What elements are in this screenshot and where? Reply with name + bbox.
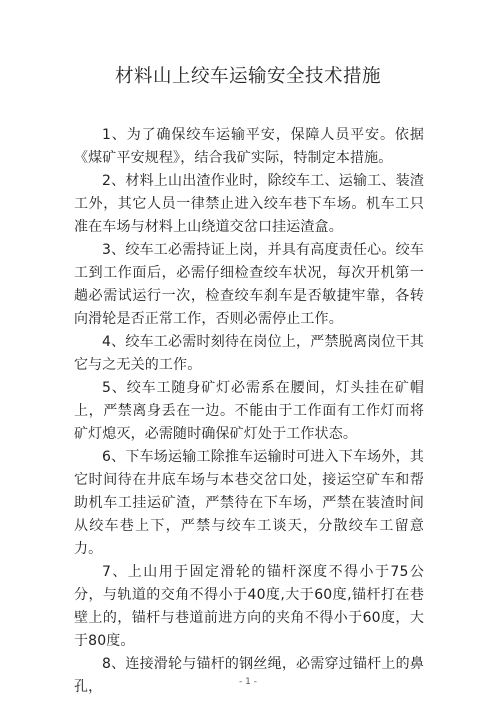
paragraph-7: 7、上山用于固定滑轮的锚杆深度不得小于75公分，与轨道的交角不得小于40度,大于60度,锚杆打在巷壁上的，锚杆与巷道前进方向的夹角不得小于60度，大于80度。 [74, 564, 424, 649]
document-title: 材料山上绞车运输安全技术措施 [114, 66, 381, 87]
paragraph-8: 8、连接滑轮与锚杆的钢丝绳，必需穿过锚杆上的鼻孔， [74, 656, 424, 695]
paragraph-4: 4、绞车工必需时刻待在岗位上，严禁脱离岗位干其它与之无关的工作。 [74, 334, 424, 373]
paragraph-5: 5、绞车工随身矿灯必需系在腰间，灯头挂在矿帽上，严禁离身丢在一边。不能由于工作面有工作灯而将矿灯熄灭，必需随时确保矿灯处于工作状态。 [74, 380, 424, 442]
paragraph-3: 3、绞车工必需持证上岗，并具有高度责任心。绞车工到工作面后，必需仔细检查绞车状况，每次开机第一趟必需试运行一次，检查绞车刹车是否敏捷牢靠，各转向滑轮是否正常工作，否则必需停止工作。 [74, 242, 424, 327]
document-body [74, 124, 424, 699]
page-number: - 1 - [239, 677, 257, 687]
paragraph-1: 1、为了确保绞车运输平安，保障人员平安。依据《煤矿平安规程》，结合我矿实际，特制定本措施。 [74, 127, 424, 166]
paragraph-2: 2、材料上山出渣作业时，除绞车工、运输工、装渣工外，其它人员一律禁止进入绞车巷下车场。机车工只准在车场与材料上山绕道交岔口挂运渣盒。 [74, 173, 424, 235]
paragraph-6: 6、下车场运输工除推车运输时可进入下车场外，其它时间待在井底车场与本巷交岔口处，接运空矿车和帮助机车工挂运矿渣，严禁待在下车场，严禁在装渣时间从绞车巷上下，严禁与绞车工谈天，分散绞车工留意力。 [74, 449, 424, 557]
